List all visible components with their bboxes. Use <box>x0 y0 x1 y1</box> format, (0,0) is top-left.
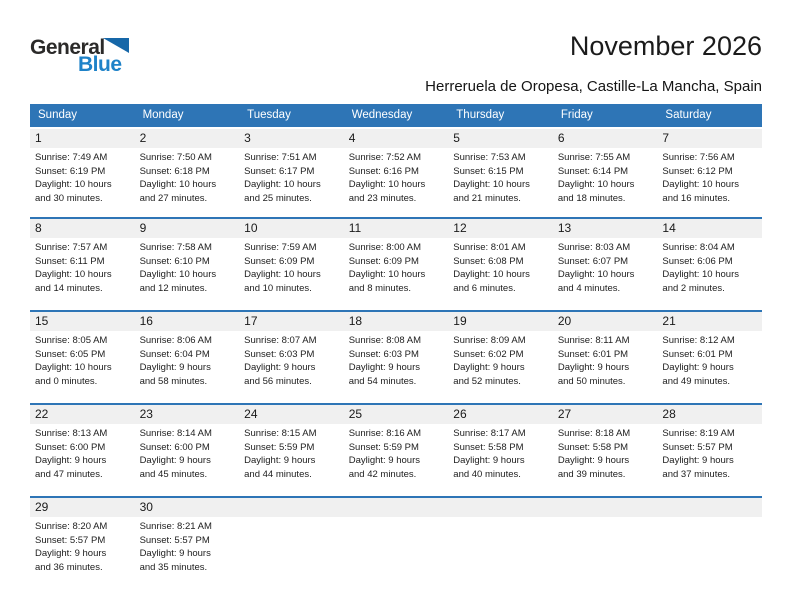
day-number <box>448 498 553 517</box>
daylight-line2-text: and 50 minutes. <box>557 375 626 387</box>
daylight-line2-text: and 25 minutes. <box>244 192 312 204</box>
sunset-text: Sunset: 6:06 PM <box>662 255 733 267</box>
sunset-text: Sunset: 6:16 PM <box>348 165 419 177</box>
daylight-line1-text: Daylight: 10 hours <box>35 269 112 280</box>
day-cell <box>448 405 553 496</box>
day-cell <box>344 312 449 403</box>
sunrise-text: Sunrise: 7:56 AM <box>662 152 735 163</box>
weekday-tuesday: Tuesday <box>247 109 291 121</box>
day-number <box>553 498 658 517</box>
sunset-text: Sunset: 6:04 PM <box>139 348 210 360</box>
weekday-friday: Friday <box>560 109 593 121</box>
daylight-line1-text: Daylight: 10 hours <box>244 269 321 280</box>
sunset-text: Sunset: 6:10 PM <box>139 255 210 267</box>
sunset-text: Sunset: 6:03 PM <box>244 348 315 360</box>
daylight-line2-text: and 6 minutes. <box>453 282 516 294</box>
daylight-line2-text: and 40 minutes. <box>453 468 521 480</box>
day-cell <box>657 129 762 217</box>
day-details <box>657 148 762 205</box>
day-number <box>657 498 762 517</box>
daylight-line1-text: Daylight: 9 hours <box>348 362 420 373</box>
day-cell <box>657 405 762 496</box>
day-number: 18 <box>344 312 449 331</box>
week-row <box>30 496 762 589</box>
sunrise-text: Sunrise: 8:21 AM <box>139 521 212 532</box>
day-number: 17 <box>239 312 344 331</box>
day-cell <box>30 498 135 589</box>
daylight-line1-text: Daylight: 10 hours <box>35 362 112 373</box>
day-cell <box>30 129 135 217</box>
week-row <box>30 129 762 217</box>
sunset-text: Sunset: 5:57 PM <box>139 534 210 546</box>
daylight-line1-text: Daylight: 9 hours <box>453 362 525 373</box>
day-details <box>135 424 240 481</box>
empty-day-cell <box>448 498 553 589</box>
daylight-line1-text: Daylight: 9 hours <box>662 362 734 373</box>
sunrise-text: Sunrise: 7:50 AM <box>139 152 212 163</box>
sunrise-text: Sunrise: 7:55 AM <box>557 152 631 163</box>
daylight-line2-text: and 54 minutes. <box>348 375 417 387</box>
daylight-line1-text: Daylight: 9 hours <box>139 455 211 466</box>
daylight-line2-text: and 37 minutes. <box>662 468 731 480</box>
day-number: 14 <box>657 219 762 238</box>
daylight-line2-text: and 14 minutes. <box>35 282 103 294</box>
sunrise-text: Sunrise: 7:59 AM <box>244 242 317 253</box>
sunset-text: Sunset: 6:14 PM <box>557 165 629 177</box>
sunset-text: Sunset: 6:09 PM <box>244 255 315 267</box>
day-details <box>239 238 344 295</box>
daylight-line1-text: Daylight: 9 hours <box>35 548 107 559</box>
day-number: 28 <box>657 405 762 424</box>
weekday-sunday: Sunday <box>38 109 78 121</box>
sunrise-text: Sunrise: 8:18 AM <box>557 428 631 439</box>
day-number: 16 <box>135 312 240 331</box>
day-cell <box>135 219 240 310</box>
daylight-line2-text: and 36 minutes. <box>35 561 103 573</box>
sunset-text: Sunset: 5:58 PM <box>557 441 629 453</box>
day-cell <box>553 405 658 496</box>
sunset-text: Sunset: 6:12 PM <box>662 165 733 177</box>
sunrise-text: Sunrise: 8:04 AM <box>662 242 735 253</box>
sunset-text: Sunset: 6:09 PM <box>348 255 419 267</box>
day-details <box>30 424 135 481</box>
sunrise-text: Sunrise: 8:15 AM <box>244 428 317 439</box>
sunrise-text: Sunrise: 8:00 AM <box>348 242 422 253</box>
day-number: 23 <box>135 405 240 424</box>
sunrise-text: Sunrise: 7:53 AM <box>453 152 526 163</box>
day-details <box>344 148 449 205</box>
logo <box>30 37 170 75</box>
daylight-line2-text: and 52 minutes. <box>453 375 521 387</box>
day-details <box>239 424 344 481</box>
daylight-line1-text: Daylight: 9 hours <box>139 548 211 559</box>
daylight-line1-text: Daylight: 9 hours <box>557 455 630 466</box>
daylight-line2-text: and 42 minutes. <box>348 468 417 480</box>
day-details <box>30 148 135 205</box>
day-cell <box>344 219 449 310</box>
daylight-line2-text: and 44 minutes. <box>244 468 312 480</box>
day-details <box>30 517 135 574</box>
sunrise-text: Sunrise: 7:52 AM <box>348 152 422 163</box>
sunset-text: Sunset: 6:17 PM <box>244 165 315 177</box>
day-number: 8 <box>30 219 135 238</box>
day-details <box>448 148 553 205</box>
daylight-line1-text: Daylight: 10 hours <box>557 269 635 280</box>
daylight-line2-text: and 56 minutes. <box>244 375 312 387</box>
sunset-text: Sunset: 6:05 PM <box>35 348 106 360</box>
weekday-wednesday: Wednesday <box>351 109 413 121</box>
sunset-text: Sunset: 6:18 PM <box>139 165 210 177</box>
day-cell <box>239 219 344 310</box>
sunrise-text: Sunrise: 8:01 AM <box>453 242 526 253</box>
day-details <box>30 238 135 295</box>
day-details <box>344 331 449 388</box>
day-details <box>657 331 762 388</box>
day-details <box>657 424 762 481</box>
sunrise-text: Sunrise: 8:17 AM <box>453 428 526 439</box>
day-cell <box>239 312 344 403</box>
empty-day-cell <box>344 498 449 589</box>
daylight-line1-text: Daylight: 9 hours <box>662 455 734 466</box>
sunrise-text: Sunrise: 8:12 AM <box>662 335 735 346</box>
sunset-text: Sunset: 6:08 PM <box>453 255 524 267</box>
day-details <box>135 331 240 388</box>
sunset-text: Sunset: 6:02 PM <box>453 348 524 360</box>
empty-day-cell <box>553 498 658 589</box>
daylight-line1-text: Daylight: 9 hours <box>244 362 316 373</box>
sunrise-text: Sunrise: 8:19 AM <box>662 428 735 439</box>
day-number: 13 <box>553 219 658 238</box>
daylight-line2-text: and 45 minutes. <box>139 468 208 480</box>
day-details <box>448 331 553 388</box>
daylight-line2-text: and 27 minutes. <box>139 192 208 204</box>
day-cell <box>657 312 762 403</box>
day-details <box>344 424 449 481</box>
sunset-text: Sunset: 5:57 PM <box>35 534 106 546</box>
day-cell <box>30 405 135 496</box>
weekday-monday: Monday <box>142 109 184 121</box>
day-details <box>135 517 240 574</box>
daylight-line2-text: and 39 minutes. <box>557 468 626 480</box>
day-details <box>448 424 553 481</box>
day-details <box>135 238 240 295</box>
sunrise-text: Sunrise: 8:09 AM <box>453 335 526 346</box>
sunset-text: Sunset: 6:00 PM <box>35 441 106 453</box>
day-number: 26 <box>448 405 553 424</box>
page-title: November 2026 <box>569 31 762 61</box>
sunrise-text: Sunrise: 8:20 AM <box>35 521 108 532</box>
sunset-text: Sunset: 6:01 PM <box>662 348 733 360</box>
daylight-line1-text: Daylight: 10 hours <box>662 179 739 190</box>
daylight-line1-text: Daylight: 9 hours <box>35 455 107 466</box>
weekday-header-row <box>30 104 762 127</box>
sunrise-text: Sunrise: 7:51 AM <box>244 152 317 163</box>
daylight-line1-text: Daylight: 9 hours <box>139 362 211 373</box>
day-number: 5 <box>448 129 553 148</box>
sunrise-text: Sunrise: 8:14 AM <box>139 428 212 439</box>
logo-text-general: General <box>30 36 105 59</box>
day-cell <box>30 312 135 403</box>
day-details <box>239 331 344 388</box>
day-number: 6 <box>553 129 658 148</box>
day-number: 25 <box>344 405 449 424</box>
daylight-line1-text: Daylight: 10 hours <box>35 179 112 190</box>
sunset-text: Sunset: 5:58 PM <box>453 441 524 453</box>
day-cell <box>135 405 240 496</box>
daylight-line1-text: Daylight: 10 hours <box>139 179 217 190</box>
day-cell <box>135 312 240 403</box>
day-cell <box>135 129 240 217</box>
day-details <box>344 238 449 295</box>
daylight-line2-text: and 30 minutes. <box>35 192 103 204</box>
sunset-text: Sunset: 5:59 PM <box>244 441 315 453</box>
daylight-line2-text: and 18 minutes. <box>557 192 626 204</box>
week-row <box>30 310 762 403</box>
week-row <box>30 217 762 310</box>
day-cell <box>657 219 762 310</box>
sunrise-text: Sunrise: 8:03 AM <box>557 242 631 253</box>
daylight-line1-text: Daylight: 10 hours <box>348 179 426 190</box>
day-number: 2 <box>135 129 240 148</box>
daylight-line1-text: Daylight: 10 hours <box>662 269 739 280</box>
sunset-text: Sunset: 6:01 PM <box>557 348 629 360</box>
week-row <box>30 403 762 496</box>
daylight-line1-text: Daylight: 10 hours <box>453 179 530 190</box>
day-number: 27 <box>553 405 658 424</box>
sunset-text: Sunset: 6:11 PM <box>35 255 105 267</box>
day-cell <box>448 219 553 310</box>
weekday-saturday: Saturday <box>665 109 712 121</box>
daylight-line2-text: and 23 minutes. <box>348 192 417 204</box>
day-number: 21 <box>657 312 762 331</box>
day-cell <box>553 129 658 217</box>
sunrise-text: Sunrise: 8:06 AM <box>139 335 212 346</box>
sunrise-text: Sunrise: 7:58 AM <box>139 242 212 253</box>
sunset-text: Sunset: 6:15 PM <box>453 165 524 177</box>
daylight-line1-text: Daylight: 10 hours <box>348 269 426 280</box>
daylight-line1-text: Daylight: 9 hours <box>453 455 525 466</box>
sunrise-text: Sunrise: 8:05 AM <box>35 335 108 346</box>
sunrise-text: Sunrise: 7:49 AM <box>35 152 108 163</box>
day-cell <box>344 129 449 217</box>
day-number: 29 <box>30 498 135 517</box>
day-cell <box>448 312 553 403</box>
daylight-line1-text: Daylight: 10 hours <box>139 269 217 280</box>
day-number: 1 <box>30 129 135 148</box>
daylight-line2-text: and 16 minutes. <box>662 192 731 204</box>
day-cell <box>553 312 658 403</box>
logo-text-blue: Blue <box>78 53 122 76</box>
daylight-line2-text: and 21 minutes. <box>453 192 521 204</box>
daylight-line1-text: Daylight: 10 hours <box>453 269 530 280</box>
day-cell <box>239 405 344 496</box>
day-number: 12 <box>448 219 553 238</box>
day-cell <box>135 498 240 589</box>
day-details <box>553 331 658 388</box>
day-number: 20 <box>553 312 658 331</box>
day-number: 30 <box>135 498 240 517</box>
sunset-text: Sunset: 5:59 PM <box>348 441 419 453</box>
weekday-thursday: Thursday <box>456 109 505 121</box>
day-number: 4 <box>344 129 449 148</box>
sunset-text: Sunset: 5:57 PM <box>662 441 733 453</box>
sunrise-text: Sunrise: 8:16 AM <box>348 428 422 439</box>
daylight-line2-text: and 35 minutes. <box>139 561 208 573</box>
day-cell <box>30 219 135 310</box>
sunrise-text: Sunrise: 8:08 AM <box>348 335 422 346</box>
day-number: 11 <box>344 219 449 238</box>
day-cell <box>448 129 553 217</box>
day-details <box>657 238 762 295</box>
day-number: 24 <box>239 405 344 424</box>
day-number <box>239 498 344 517</box>
daylight-line2-text: and 4 minutes. <box>557 282 621 294</box>
day-number: 15 <box>30 312 135 331</box>
day-number: 7 <box>657 129 762 148</box>
daylight-line1-text: Daylight: 10 hours <box>557 179 635 190</box>
calendar-table <box>30 104 762 589</box>
day-number: 9 <box>135 219 240 238</box>
day-details <box>135 148 240 205</box>
daylight-line2-text: and 49 minutes. <box>662 375 731 387</box>
day-number: 22 <box>30 405 135 424</box>
daylight-line2-text: and 8 minutes. <box>348 282 412 294</box>
day-details <box>553 148 658 205</box>
daylight-line2-text: and 2 minutes. <box>662 282 725 294</box>
day-details <box>448 238 553 295</box>
day-details <box>239 148 344 205</box>
sunrise-text: Sunrise: 8:07 AM <box>244 335 317 346</box>
day-cell <box>239 129 344 217</box>
daylight-line1-text: Daylight: 9 hours <box>348 455 420 466</box>
sunset-text: Sunset: 6:07 PM <box>557 255 629 267</box>
day-details <box>30 331 135 388</box>
daylight-line2-text: and 58 minutes. <box>139 375 208 387</box>
day-number: 10 <box>239 219 344 238</box>
daylight-line1-text: Daylight: 9 hours <box>244 455 316 466</box>
day-cell <box>344 405 449 496</box>
day-cell <box>553 219 658 310</box>
daylight-line1-text: Daylight: 10 hours <box>244 179 321 190</box>
sunset-text: Sunset: 6:03 PM <box>348 348 419 360</box>
sunset-text: Sunset: 6:19 PM <box>35 165 106 177</box>
daylight-line2-text: and 12 minutes. <box>139 282 208 294</box>
sunrise-text: Sunrise: 7:57 AM <box>35 242 108 253</box>
calendar-weeks <box>30 129 762 589</box>
sunrise-text: Sunrise: 8:13 AM <box>35 428 108 439</box>
day-details <box>553 424 658 481</box>
daylight-line1-text: Daylight: 9 hours <box>557 362 630 373</box>
day-number: 3 <box>239 129 344 148</box>
empty-day-cell <box>239 498 344 589</box>
day-number <box>344 498 449 517</box>
daylight-line2-text: and 10 minutes. <box>244 282 312 294</box>
daylight-line2-text: and 0 minutes. <box>35 375 98 387</box>
sunrise-text: Sunrise: 8:11 AM <box>557 335 630 346</box>
sunset-text: Sunset: 6:00 PM <box>139 441 210 453</box>
day-details <box>553 238 658 295</box>
daylight-line2-text: and 47 minutes. <box>35 468 103 480</box>
empty-day-cell <box>657 498 762 589</box>
page-subtitle: Herreruela de Oropesa, Castille-La Mancha, Spain <box>425 78 762 95</box>
day-number: 19 <box>448 312 553 331</box>
